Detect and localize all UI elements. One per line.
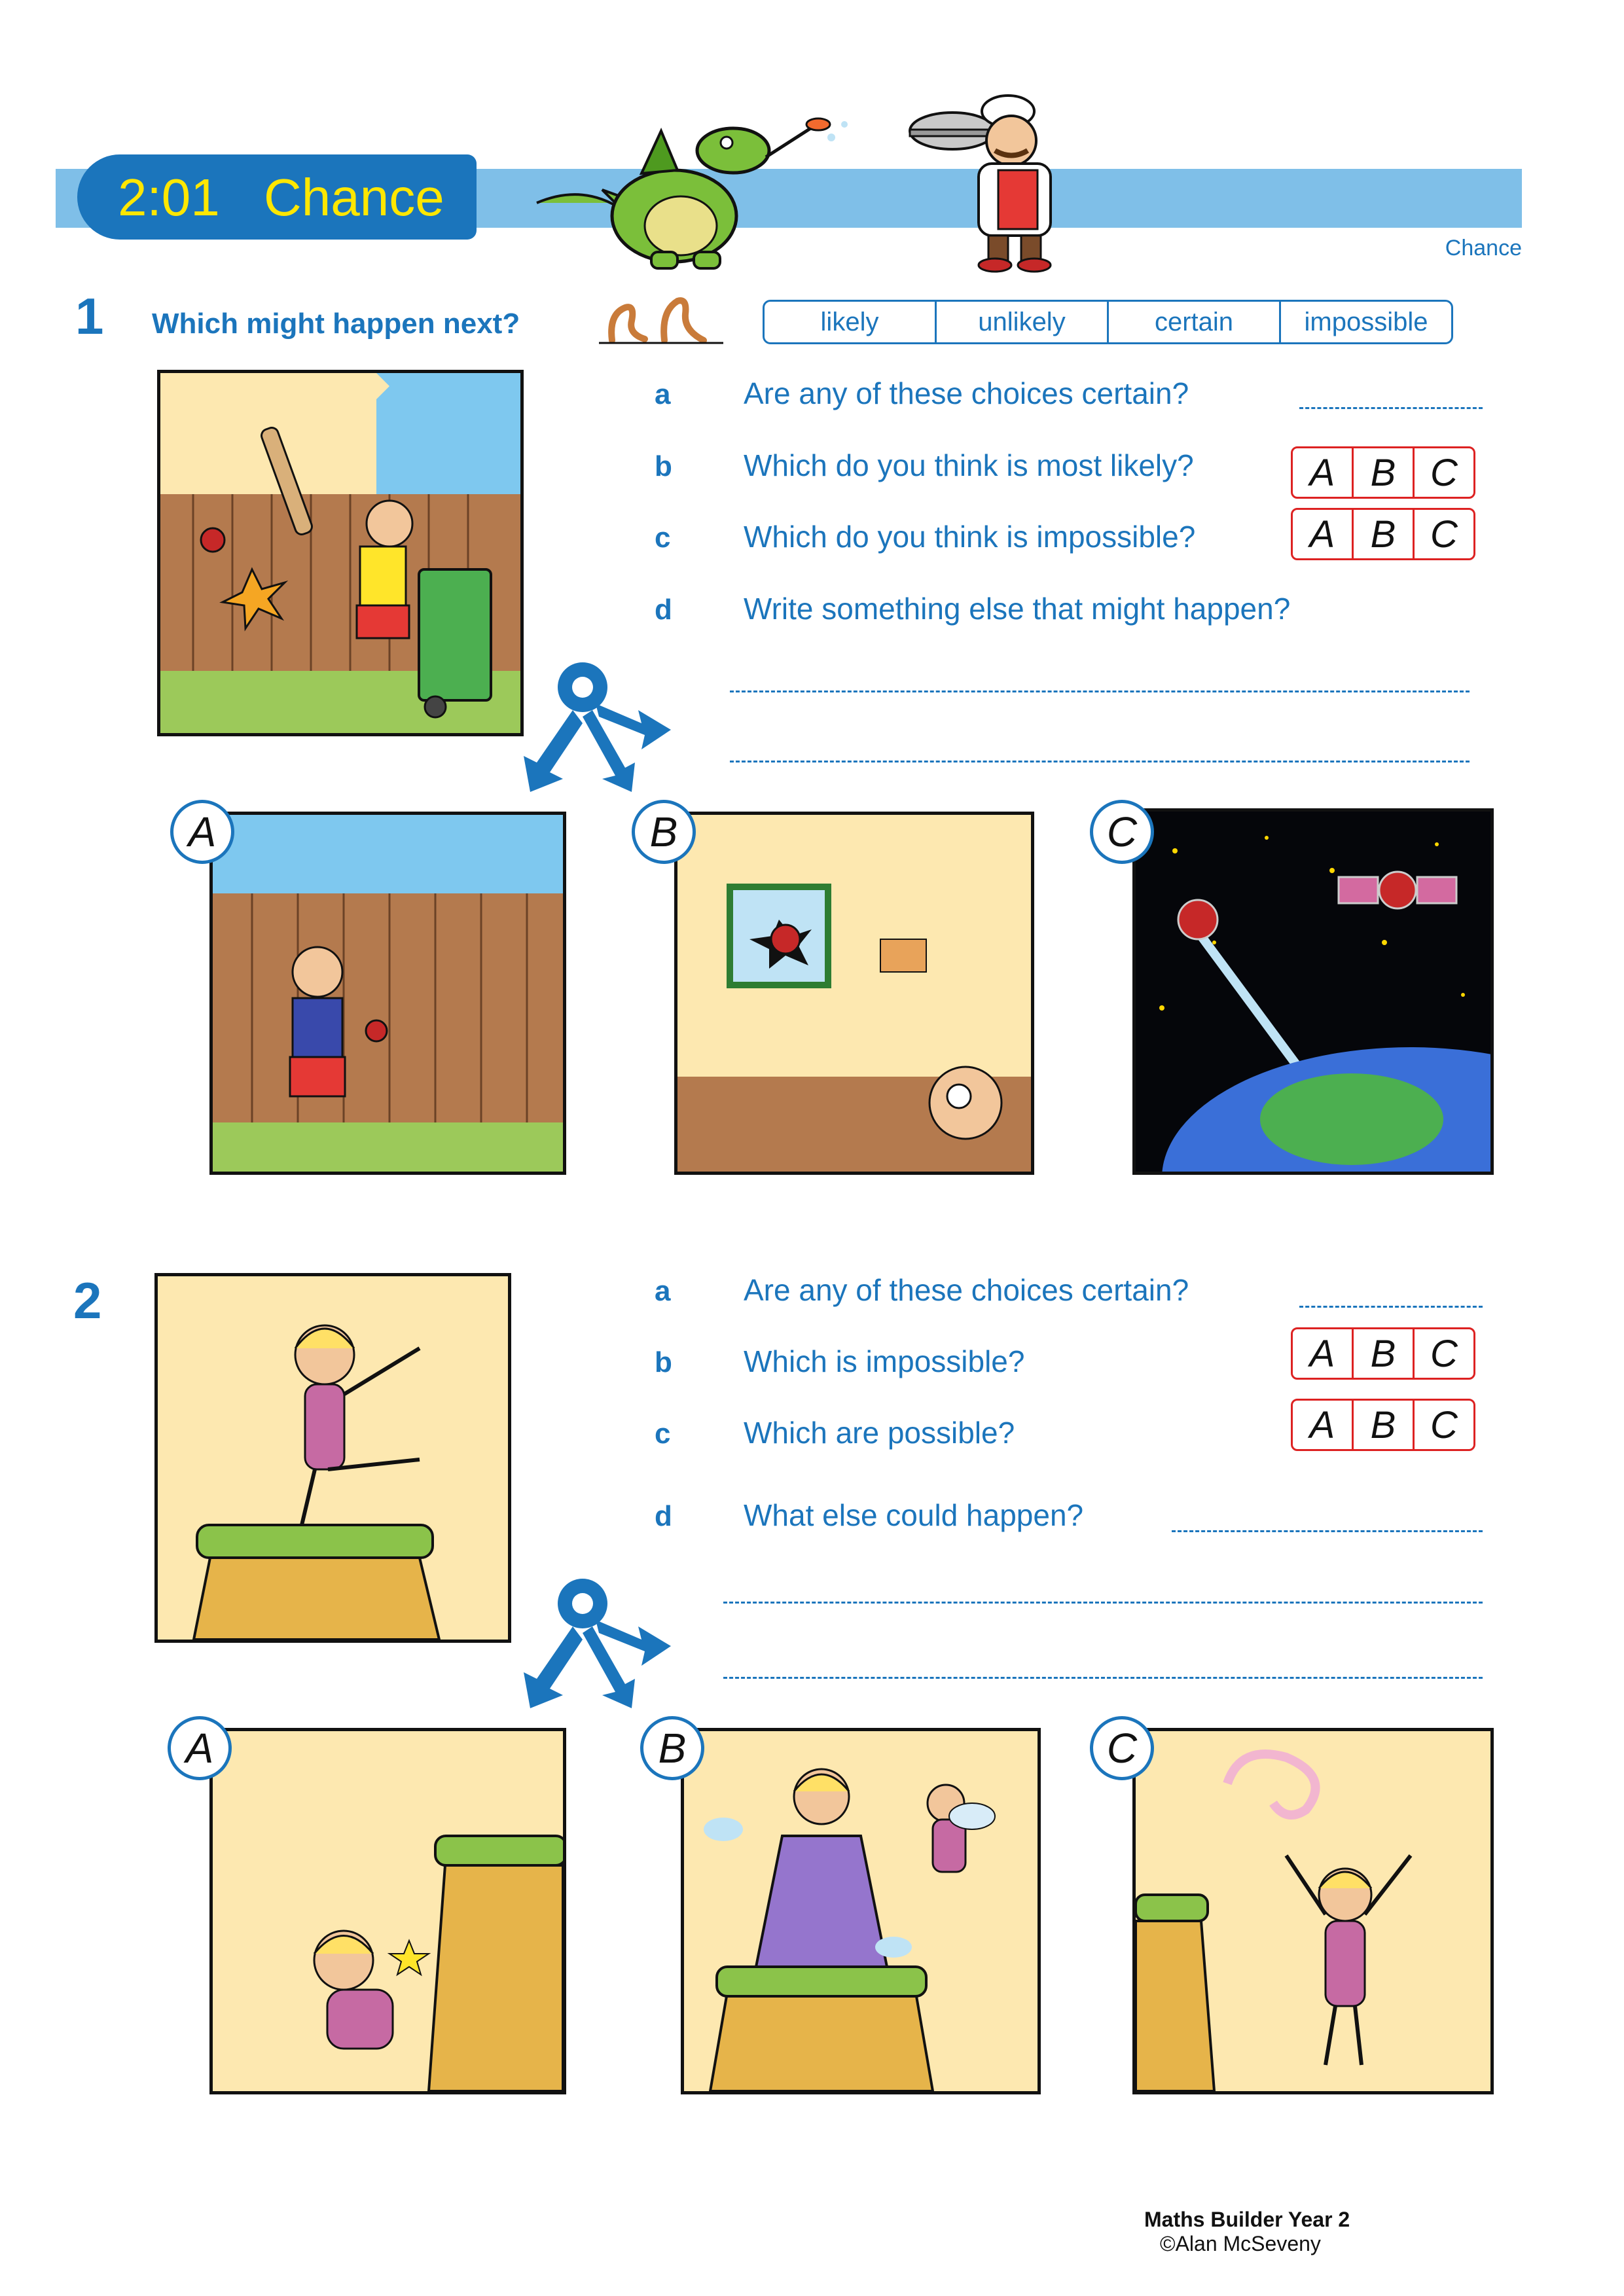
q2-sub-letter-d: d: [655, 1500, 672, 1532]
word-bank-item: unlikely: [937, 302, 1109, 342]
q1-sub-text-d: Write something else that might happen?: [744, 592, 1291, 626]
choice-c[interactable]: C: [1430, 512, 1458, 556]
q1-option-c-badge: C: [1090, 800, 1154, 864]
q1-sub-text-c: Which do you think is impossible?: [744, 520, 1196, 554]
q1-option-b-picture: [674, 812, 1034, 1175]
q2-choice-box-c[interactable]: [1291, 1399, 1475, 1451]
choice-b[interactable]: B: [1354, 448, 1415, 497]
question-2-number: 2: [73, 1272, 102, 1329]
q1-answer-line-d2[interactable]: [730, 761, 1470, 762]
q2-choice-box-b[interactable]: [1291, 1327, 1475, 1380]
q2-option-b-picture: [681, 1728, 1041, 2094]
question-1-number: 1: [75, 287, 104, 345]
arrows-icon: [511, 1574, 674, 1712]
q2-answer-line-d1[interactable]: [723, 1602, 1483, 1604]
choice-b[interactable]: B: [1354, 510, 1415, 558]
choice-a[interactable]: A: [1293, 448, 1354, 497]
footer-copyright: ©Alan McSeveny: [1160, 2232, 1321, 2255]
q2-answer-line-d2[interactable]: [723, 1677, 1483, 1679]
choice-a[interactable]: A: [1293, 1401, 1354, 1449]
q2-sub-text-d: What else could happen?: [744, 1498, 1084, 1532]
q2-main-picture: [154, 1273, 511, 1643]
chef-illustration: [907, 92, 1070, 275]
q1-sub-text-b: Which do you think is most likely?: [744, 448, 1194, 482]
q1-sub-letter-d: d: [655, 594, 672, 626]
q1-sub-text-a: Are any of these choices certain?: [744, 376, 1189, 410]
choice-b[interactable]: B: [1354, 1329, 1415, 1378]
q1-option-b-badge: B: [632, 800, 696, 864]
word-bank: [763, 300, 1453, 344]
word-bank-item: likely: [765, 302, 937, 342]
q1-sub-letter-a: a: [655, 378, 671, 410]
q2-option-b-badge: B: [640, 1716, 704, 1780]
q2-answer-line-a[interactable]: [1299, 1306, 1483, 1308]
section-title-pill: [77, 154, 477, 240]
q2-option-a-picture: [209, 1728, 566, 2094]
word-bank-item: certain: [1109, 302, 1281, 342]
choice-c[interactable]: C: [1430, 1332, 1458, 1375]
q1-sub-letter-c: c: [655, 522, 671, 554]
arrows-icon: [511, 658, 674, 795]
q2-sub-text-a: Are any of these choices certain?: [744, 1273, 1189, 1307]
q2-option-c-picture: [1132, 1728, 1494, 2094]
worms-icon: [599, 288, 723, 347]
q1-option-a-picture: [209, 812, 566, 1175]
q2-answer-line-d[interactable]: [1172, 1530, 1483, 1532]
dragon-illustration: [524, 111, 864, 275]
topic-label: Chance: [1445, 236, 1522, 260]
choice-b[interactable]: B: [1354, 1401, 1415, 1449]
q1-sub-letter-b: b: [655, 450, 672, 482]
q1-choice-box-c[interactable]: [1291, 508, 1475, 560]
q2-option-a-badge: A: [168, 1716, 232, 1780]
section-title: Chance: [264, 168, 444, 226]
q2-sub-text-b: Which is impossible?: [744, 1344, 1025, 1378]
choice-c[interactable]: C: [1430, 1403, 1458, 1446]
q1-choice-box-b[interactable]: [1291, 446, 1475, 499]
q1-option-c-picture: [1132, 808, 1494, 1175]
choice-a[interactable]: A: [1293, 1329, 1354, 1378]
choice-c[interactable]: C: [1430, 451, 1458, 494]
q1-option-a-badge: A: [170, 800, 234, 864]
q1-main-picture: [157, 370, 524, 736]
q1-answer-line-d1[interactable]: [730, 691, 1470, 692]
question-1-prompt: Which might happen next?: [152, 308, 520, 340]
section-number: 2:01: [118, 168, 220, 226]
q2-sub-letter-c: c: [655, 1418, 671, 1450]
footer-book-title: Maths Builder Year 2: [1144, 2208, 1350, 2231]
q2-option-c-badge: C: [1090, 1716, 1154, 1780]
word-bank-item: impossible: [1304, 307, 1428, 336]
q1-answer-line-a[interactable]: [1299, 407, 1483, 409]
choice-a[interactable]: A: [1293, 510, 1354, 558]
q2-sub-letter-a: a: [655, 1275, 671, 1307]
q2-sub-text-c: Which are possible?: [744, 1416, 1015, 1450]
q2-sub-letter-b: b: [655, 1346, 672, 1378]
